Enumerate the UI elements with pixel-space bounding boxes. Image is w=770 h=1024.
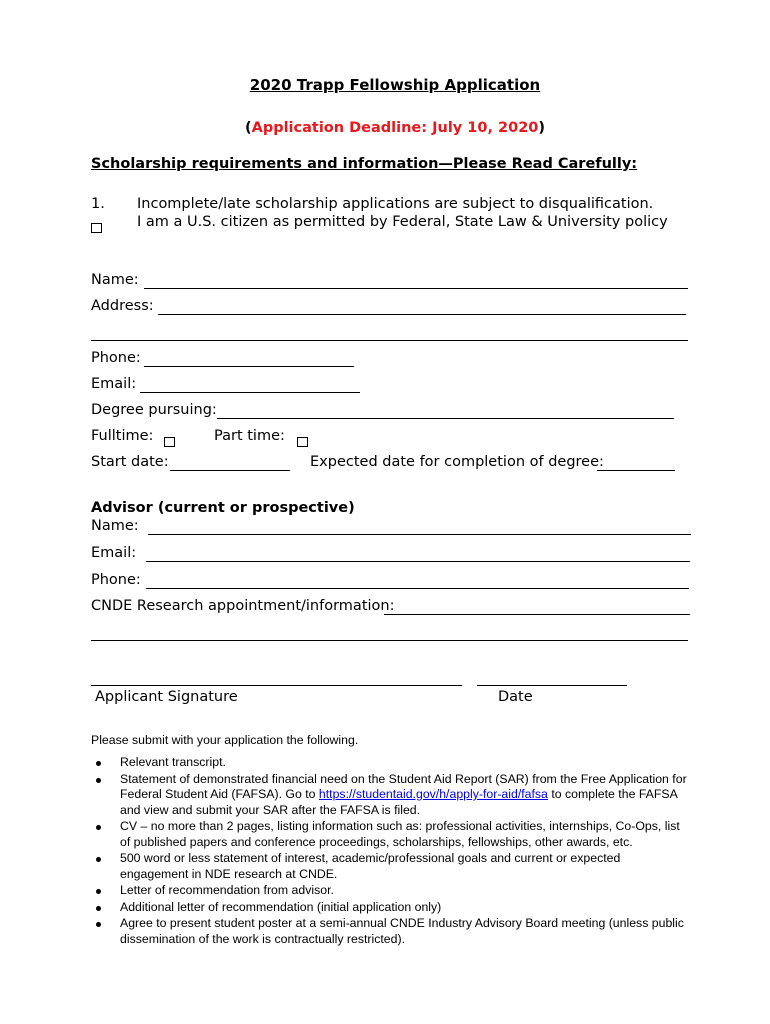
start-date-field[interactable] (170, 470, 290, 471)
checkbox-icon (91, 223, 102, 233)
email-field[interactable] (140, 392, 360, 393)
advisor-heading: Advisor (current or prospective) (91, 500, 355, 516)
list-item: Statement of demonstrated financial need on the Student Aid Report (SAR) from the Free Application for Federal Student Aid (FAFSA). Go to https://studentaid.gov/h/apply-for-aid/fafsa to complete the FAFSA and view and submit your SAR after the FAFSA is filed. (91, 772, 691, 819)
degree-label: Degree pursuing: (91, 402, 217, 418)
citizen-statement: I am a U.S. citizen as permitted by Federal, State Law & University policy (137, 214, 668, 230)
parttime-label: Part time: (214, 428, 285, 444)
bullet-icon (96, 906, 101, 911)
submission-list (91, 755, 691, 948)
advisor-phone-label: Phone: (91, 572, 141, 588)
fafsa-link[interactable]: https://studentaid.gov/h/apply-for-aid/fafsa (318, 787, 548, 801)
fulltime-checkbox[interactable] (164, 431, 175, 450)
cnde-research-field[interactable] (384, 614, 690, 615)
address-field-line-2[interactable] (91, 340, 688, 341)
cnde-research-field-line-2[interactable] (91, 640, 688, 641)
advisor-name-field[interactable] (148, 534, 691, 535)
requirement-disqualification: Incomplete/late scholarship applications are subject to disqualification. (137, 196, 654, 212)
email-label: Email: (91, 376, 137, 392)
applicant-signature-line[interactable] (91, 685, 462, 686)
checkbox-icon (297, 437, 308, 447)
phone-field[interactable] (144, 366, 354, 367)
fulltime-label: Fulltime: (91, 428, 154, 444)
application-deadline: (Application Deadline: July 10, 2020) (244, 120, 546, 136)
submit-intro: Please submit with your application the following. (91, 733, 359, 747)
bullet-icon (96, 825, 101, 830)
bullet-icon (96, 889, 101, 894)
list-item: Relevant transcript. (91, 755, 691, 771)
name-label: Name: (91, 272, 139, 288)
requirement-number: 1. (91, 196, 105, 212)
advisor-email-field[interactable] (146, 561, 690, 562)
advisor-phone-field[interactable] (146, 588, 689, 589)
applicant-signature-label: Applicant Signature (95, 689, 238, 705)
advisor-email-label: Email: (91, 545, 137, 561)
checkbox-icon (164, 437, 175, 447)
list-item: Additional letter of recommendation (initial application only) (91, 900, 691, 916)
list-item: Letter of recommendation from advisor. (91, 883, 691, 899)
degree-field[interactable] (217, 418, 674, 419)
citizen-checkbox[interactable] (91, 217, 102, 236)
requirements-heading: Scholarship requirements and information—Please Read Carefully: (91, 156, 638, 172)
cnde-research-label: CNDE Research appointment/information: (91, 598, 395, 614)
completion-date-label: Expected date for completion of degree: (310, 454, 604, 470)
list-item: CV – no more than 2 pages, listing information such as: professional activities, internships, Co-Ops, list of published papers and conference proceedings, scholarships, fellowships, other awards, etc. (91, 819, 691, 850)
date-label: Date (498, 689, 533, 705)
name-field[interactable] (144, 288, 688, 289)
date-line[interactable] (477, 685, 627, 686)
bullet-icon (96, 778, 101, 783)
page-title: 2020 Trapp Fellowship Application (249, 76, 541, 94)
parttime-checkbox[interactable] (297, 431, 308, 450)
bullet-icon (96, 857, 101, 862)
address-field[interactable] (158, 314, 686, 315)
bullet-icon (96, 761, 101, 766)
phone-label: Phone: (91, 350, 141, 366)
advisor-name-label: Name: (91, 518, 139, 534)
completion-date-field[interactable] (597, 470, 675, 471)
address-label: Address: (91, 298, 154, 314)
list-item: Agree to present student poster at a semi-annual CNDE Industry Advisory Board meeting (unless public dissemination of the work is contractually restricted). (91, 916, 691, 947)
list-item: 500 word or less statement of interest, academic/professional goals and current or expected engagement in NDE research at CNDE. (91, 851, 691, 882)
bullet-icon (96, 922, 101, 927)
start-date-label: Start date: (91, 454, 169, 470)
deadline-text: Application Deadline: July 10, 2020 (251, 120, 539, 136)
